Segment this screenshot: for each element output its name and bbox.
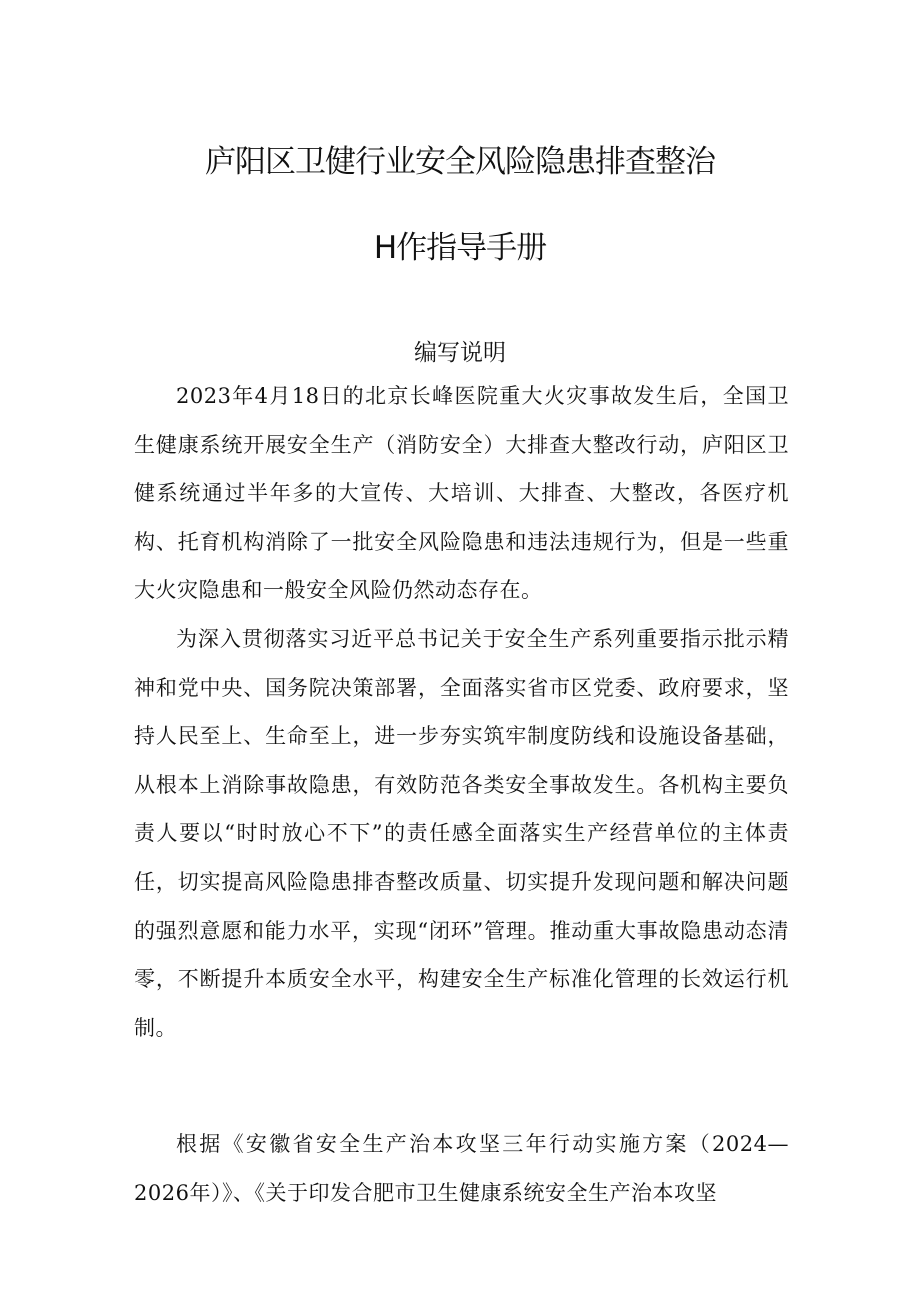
document-title-line-1: 庐阳区卫健行业安全风险隐患排查整治 [205,144,715,180]
section-title: 编写说明 [414,340,506,366]
paragraph-2: 为深入贯彻落实习近平总书记关于安全生产系列重要指示批示精神和党中央、国务院决策部署，全面落实省市区党委、政府要求，坚持人民至上、生命至上，进一步夯实筑牢制度防线和设施设备基础，从根本上消除事故隐患，有效防范各类安全事故发生。各机构主要负责人要以“时时放心不下”的责任感全面落实生产经营单位的主体责任，切实提高风险隐患排杳整改质量、切实提升发现问题和解决问题的强烈意愿和能力水平，实现“闭环”管理。推动重大事故隐患动态清零，不断提升本质安全水平，构建安全生产标准化管理的长效运行机制。 [134,627,789,1040]
document-title-line-2: H作指导手册 [373,230,547,266]
paragraph-1: 2023年4月18日的北京长峰医院重大火灾事故发生后，全国卫生健康系统开展安全生产（消防安全）大排查大整改行动，庐阳区卫健系统通过半年多的大宣传、大培训、大排查、大整改，各医疗机构、托育机构消除了一批安全风险隐患和违法违规行为，但是一些重大火灾隐患和一般安全风险仍然动态存在。 [134,384,789,603]
paragraph-3: 根据《安徽省安全生产治本攻坚三年行动实施方案（2024—2026年）》、《关于印发合肥市卫生健康系统安全生产治本攻坚 [134,1132,789,1205]
